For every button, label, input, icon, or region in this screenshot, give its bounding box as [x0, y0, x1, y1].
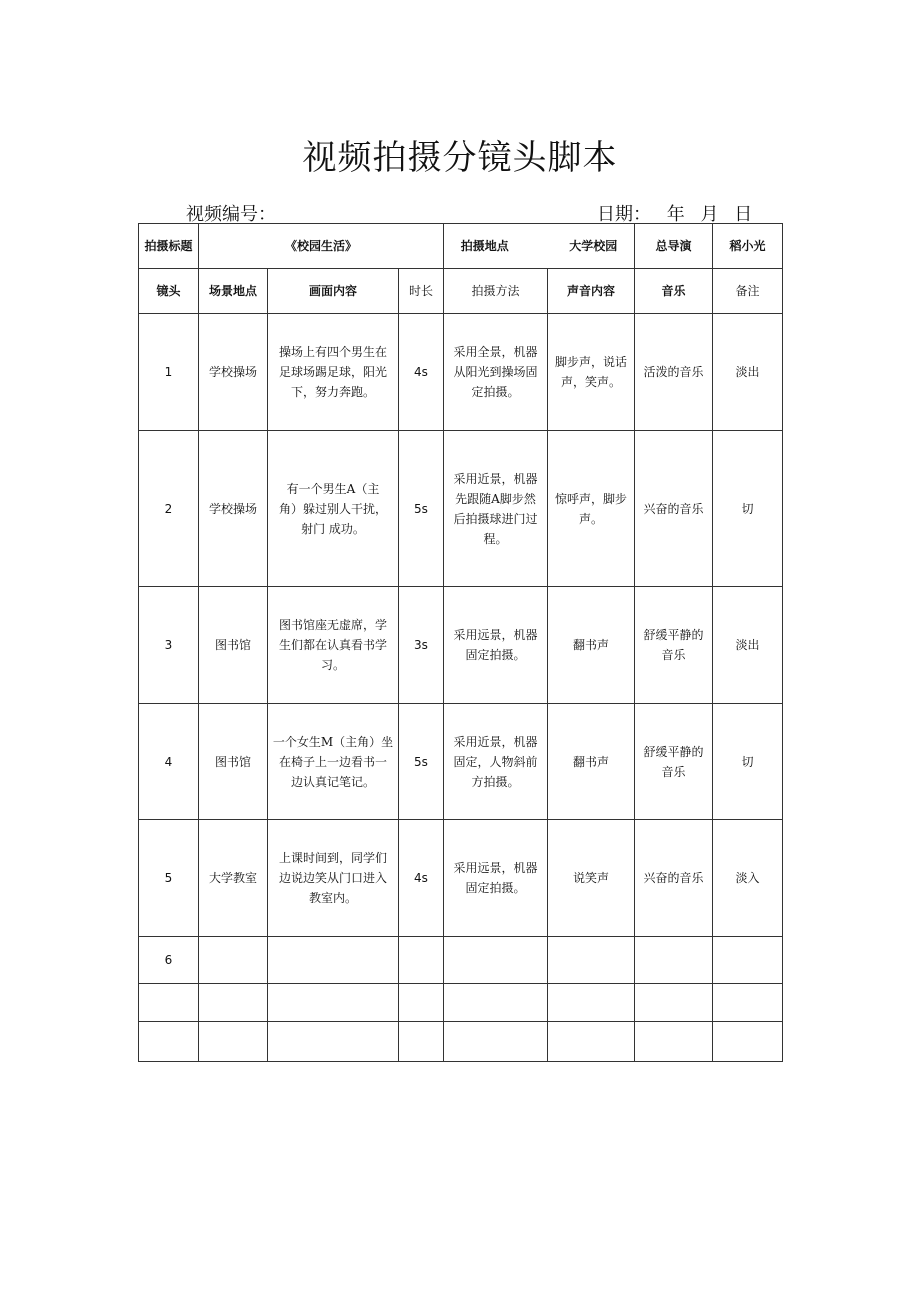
- music: [635, 314, 713, 431]
- music-line: 兴奋的音乐: [643, 871, 704, 885]
- sound-content-line: 惊呼声，脚步: [554, 491, 627, 506]
- header-cell: 音乐: [635, 269, 713, 314]
- shooting-method-line: 从阳光到操场固: [453, 365, 538, 379]
- blank-cell: [548, 1022, 635, 1062]
- scene-content-line: 足球场踢足球，阳光: [278, 365, 387, 379]
- shot-number: 5: [139, 820, 199, 937]
- month-label: 月: [700, 204, 719, 225]
- scene-content-line: 边说边笑从门口进入: [278, 871, 387, 885]
- document-title: 视频拍摄分镜头脚本: [302, 138, 618, 178]
- note: 淡入: [713, 820, 783, 937]
- sound-content-line: 翻书声: [572, 754, 609, 769]
- shot-duration: 3s: [399, 587, 444, 704]
- scene-content: [268, 820, 399, 937]
- shot-number: 4: [139, 704, 199, 820]
- music: [635, 704, 713, 820]
- blank-cell: [199, 937, 268, 984]
- note: 切: [713, 431, 783, 587]
- shooting-method: [444, 704, 548, 820]
- header-cell: 拍摄方法: [444, 269, 548, 314]
- blank-cell: [548, 984, 635, 1022]
- scene-location: 学校操场: [199, 314, 268, 431]
- scene-location: 学校操场: [199, 431, 268, 587]
- header-cell: 画面内容: [268, 269, 399, 314]
- shooting-method-line: 采用近景，机器: [453, 471, 538, 486]
- scene-content-line: 习。: [320, 658, 345, 672]
- shot-number: 3: [139, 587, 199, 704]
- shooting-method: [444, 820, 548, 937]
- blank-cell: [444, 984, 548, 1022]
- shot-duration: 5s: [399, 431, 444, 587]
- blank-cell: [199, 984, 268, 1022]
- header-cell: 备注: [713, 269, 783, 314]
- blank-row: [139, 1022, 783, 1062]
- scene-content: [268, 587, 399, 704]
- director-label-cell: 总导演: [635, 224, 713, 269]
- music-line: 舒缓平静的: [643, 744, 704, 759]
- shooting-method-line: 固定拍摄。: [465, 648, 526, 662]
- shooting-method-line: 定拍摄。: [471, 385, 520, 399]
- blank-cell: [268, 1022, 399, 1062]
- blank-cell: [713, 984, 783, 1022]
- blank-cell: [268, 937, 399, 984]
- shot-row: [139, 314, 783, 431]
- shooting-method-line: 方拍摄。: [471, 774, 520, 789]
- director-value-cell: 稻小光: [713, 224, 783, 269]
- scene-content-line: 在椅子上一边看书一: [278, 754, 387, 769]
- note: 切: [713, 704, 783, 820]
- scene-content-line: 一个女生M（主角）坐: [272, 734, 394, 749]
- header-cell: 时长: [399, 269, 444, 314]
- scene-location: 图书馆: [199, 704, 268, 820]
- shot-duration: 4s: [399, 820, 444, 937]
- sound-content-line: 声。: [578, 511, 603, 526]
- music: [635, 820, 713, 937]
- shot-row: [139, 431, 783, 587]
- blank-cell: [399, 1022, 444, 1062]
- blank-cell: [444, 1022, 548, 1062]
- scene-content: [268, 314, 399, 431]
- year-label: 年: [666, 204, 685, 225]
- storyboard-table: [138, 223, 783, 1062]
- blank-row: [139, 937, 783, 984]
- music-line: 兴奋的音乐: [643, 501, 704, 516]
- blank-row: [139, 984, 783, 1022]
- sound-content: [548, 820, 635, 937]
- shooting-method: [444, 314, 548, 431]
- note: 淡出: [713, 314, 783, 431]
- scene-content-line: 角）躲过别人干扰，: [278, 501, 387, 516]
- music: [635, 587, 713, 704]
- blank-cell: [635, 984, 713, 1022]
- shot-number: 1: [139, 314, 199, 431]
- shot-row: [139, 587, 783, 704]
- blank-cell: [713, 1022, 783, 1062]
- scene-content-line: 下，努力奔跑。: [290, 385, 375, 399]
- blank-cell: [139, 1022, 199, 1062]
- scene-location: 图书馆: [199, 587, 268, 704]
- music-line: 音乐: [661, 648, 686, 662]
- scene-content: [268, 704, 399, 820]
- blank-cell: [444, 937, 548, 984]
- blank-cell: [139, 984, 199, 1022]
- shot-number: 6: [139, 937, 199, 984]
- scene-content-line: 操场上有四个男生在: [278, 345, 387, 359]
- scene-content-line: 上课时间到，同学们: [278, 851, 387, 865]
- scene-content-line: 边认真记笔记。: [290, 774, 375, 789]
- scene-content-line: 生们都在认真看书学: [278, 638, 387, 652]
- scene-content-line: 射门 成功。: [301, 521, 365, 536]
- sound-content-line: 声，笑声。: [560, 375, 621, 389]
- sound-content-line: 脚步声，说话: [554, 355, 627, 369]
- shot-row: [139, 820, 783, 937]
- shot-number: 2: [139, 431, 199, 587]
- date-label: 日期：: [597, 204, 651, 225]
- shot-row: [139, 704, 783, 820]
- blank-cell: [635, 1022, 713, 1062]
- shooting-method-line: 程。: [483, 531, 508, 546]
- header-row: [139, 269, 783, 314]
- header-cell: 镜头: [139, 269, 199, 314]
- shooting-method: [444, 431, 548, 587]
- header-cell: 声音内容: [548, 269, 635, 314]
- title-label-cell: 拍摄标题: [139, 224, 199, 269]
- blank-cell: [713, 937, 783, 984]
- title-value-cell: 《校园生活》: [199, 224, 444, 269]
- blank-cell: [399, 984, 444, 1022]
- video-number-label: 视频编号：: [186, 204, 276, 225]
- scene-content-line: 有一个男生A（主: [286, 481, 380, 496]
- shooting-method-line: 采用近景，机器: [453, 734, 538, 749]
- scene-content-line: 教室内。: [308, 891, 357, 905]
- info-row: [139, 224, 783, 269]
- shooting-method-line: 固定，人物斜前: [453, 754, 538, 769]
- music: [635, 431, 713, 587]
- shooting-method-line: 固定拍摄。: [465, 881, 526, 895]
- blank-cell: [548, 937, 635, 984]
- sound-content-line: 说笑声: [572, 871, 609, 885]
- music-line: 舒缓平静的: [643, 628, 704, 642]
- shooting-method-line: 采用远景，机器: [453, 861, 538, 875]
- sound-content: [548, 704, 635, 820]
- note: 淡出: [713, 587, 783, 704]
- shooting-method-line: 后拍摄球进门过: [453, 511, 538, 526]
- location-label: 拍摄地点: [460, 239, 509, 253]
- blank-cell: [399, 937, 444, 984]
- sound-content: [548, 431, 635, 587]
- sound-content: [548, 587, 635, 704]
- scene-location: 大学教室: [199, 820, 268, 937]
- music-line: 活泼的音乐: [643, 365, 704, 379]
- music-line: 音乐: [661, 764, 686, 779]
- day-label: 日: [734, 204, 753, 225]
- scene-content-line: 图书馆座无虚席，学: [278, 618, 387, 632]
- blank-cell: [268, 984, 399, 1022]
- shooting-method-line: 先跟随A脚步然: [455, 491, 536, 506]
- sound-content-line: 翻书声: [572, 638, 609, 652]
- shot-duration: 4s: [399, 314, 444, 431]
- sound-content: [548, 314, 635, 431]
- location-cell: [444, 224, 635, 269]
- header-cell: 场景地点: [199, 269, 268, 314]
- blank-cell: [199, 1022, 268, 1062]
- shooting-method: [444, 587, 548, 704]
- shooting-method-line: 采用全景，机器: [453, 345, 538, 359]
- shooting-method-line: 采用远景，机器: [453, 628, 538, 642]
- location-value: 大学校园: [569, 239, 618, 253]
- shot-duration: 5s: [399, 704, 444, 820]
- blank-cell: [635, 937, 713, 984]
- scene-content: [268, 431, 399, 587]
